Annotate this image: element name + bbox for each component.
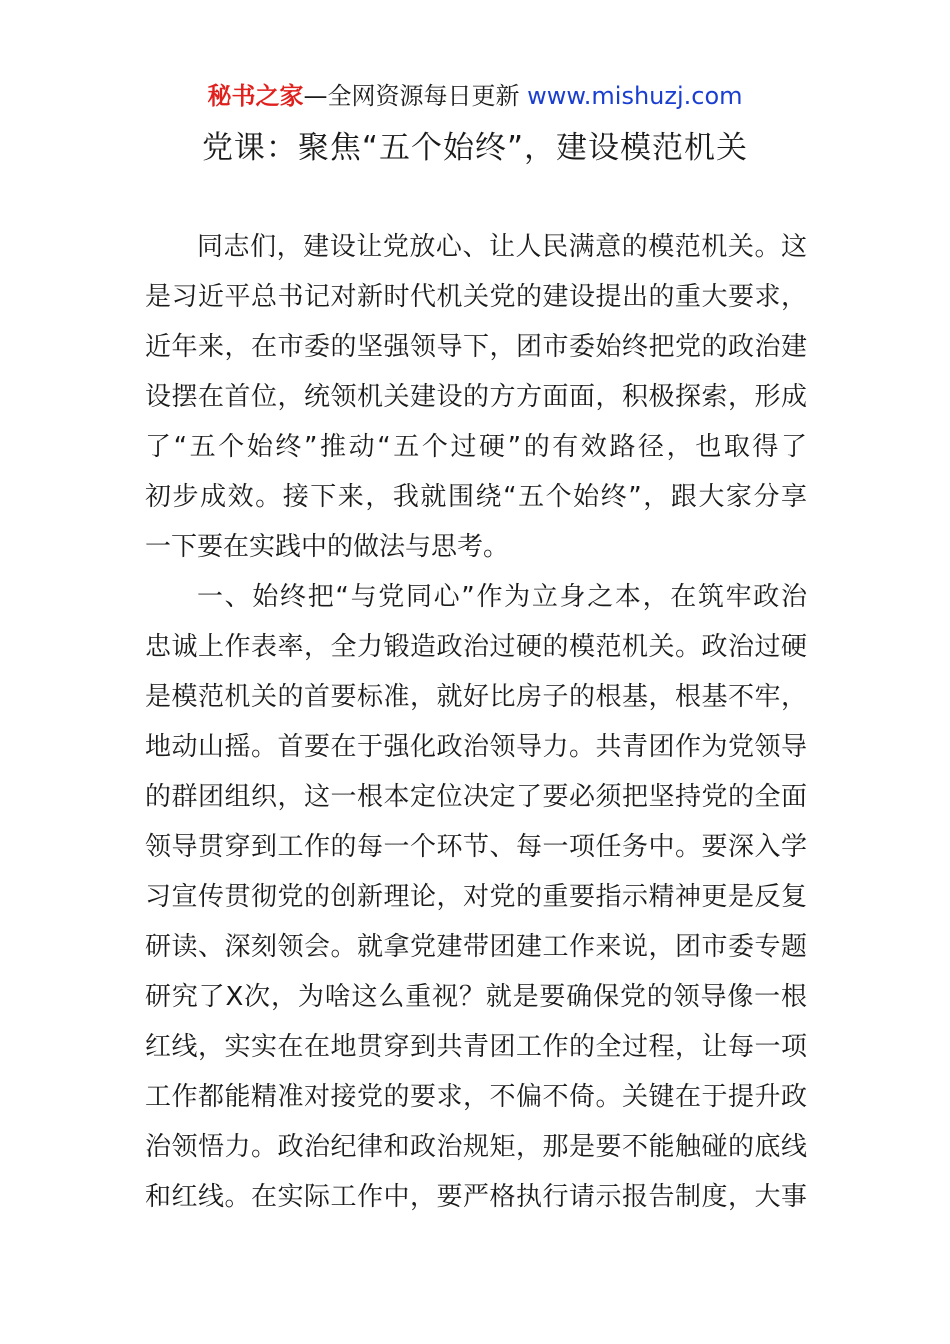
text-line: 初步成效。接下来，我就围绕“五个始终”，跟大家分享 [145,482,807,512]
text-line: 同志们，建设让党放心、让人民满意的模范机关。这 [197,232,807,262]
text-line: 工作都能精准对接党的要求，不偏不倚。关键在于提升政 [145,1082,807,1112]
site-header [0,80,950,112]
site-url-link[interactable]: www.mishuzj.com [527,82,743,110]
text-line: 设摆在首位，统领机关建设的方方面面，积极探索，形成 [145,382,807,412]
text-line: 的群团组织，这一根本定位决定了要必须把坚持党的全面 [145,782,807,812]
text-line: 是模范机关的首要标准，就好比房子的根基，根基不牢， [145,682,807,712]
text-line: 了“五个始终”推动“五个过硬”的有效路径，也取得了 [145,432,807,462]
text-line: 习宣传贯彻党的创新理论，对党的重要指示精神更是反复 [145,882,807,912]
site-tagline: —全网资源每日更新 [303,82,528,110]
text-line: 研读、深刻领会。就拿党建带团建工作来说，团市委专题 [145,932,807,962]
text-line: 忠诚上作表率，全力锻造政治过硬的模范机关。政治过硬 [145,632,807,662]
text-line: 一下要在实践中的做法与思考。 [145,532,510,562]
text-line: 红线，实实在在地贯穿到共青团工作的全过程，让每一项 [145,1032,807,1062]
text-line: 一、始终把“与党同心”作为立身之本，在筑牢政治 [197,582,807,612]
text-line: 和红线。在实际工作中，要严格执行请示报告制度，大事 [145,1182,807,1212]
text-line: 领导贯穿到工作的每一个环节、每一项任务中。要深入学 [145,832,807,862]
text-line: 是习近平总书记对新时代机关党的建设提出的重大要求， [145,282,807,312]
document-body [145,227,807,1227]
text-line: 治领悟力。政治纪律和政治规矩，那是要不能触碰的底线 [145,1132,807,1162]
site-brand: 秘书之家 [207,82,304,110]
document-title: 党课：聚焦“五个始终”，建设模范机关 [201,130,749,166]
text-line: 近年来，在市委的坚强领导下，团市委始终把党的政治建 [145,332,807,362]
text-line: 研究了X次，为啥这么重视？就是要确保党的领导像一根 [145,982,807,1012]
text-line: 地动山摇。首要在于强化政治领导力。共青团作为党领导 [145,732,807,762]
